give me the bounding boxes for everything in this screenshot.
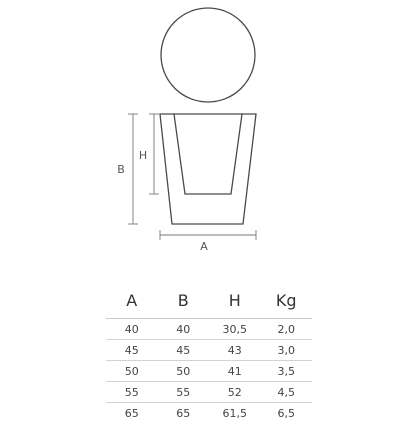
specification-table [106, 288, 312, 423]
top-view-circle [161, 8, 255, 102]
table-row [106, 340, 312, 361]
table-header-row [106, 288, 312, 319]
header-kg: Kg [261, 288, 313, 319]
planter-outer-outline [160, 114, 256, 224]
cell-kg: 2,0 [261, 319, 313, 340]
cell-a: 40 [106, 319, 158, 340]
cell-kg: 6,5 [261, 403, 313, 423]
cell-a: 45 [106, 340, 158, 361]
header-h: H [209, 288, 261, 319]
cell-a: 50 [106, 361, 158, 382]
cell-kg: 3,5 [261, 361, 313, 382]
cell-b: 40 [158, 319, 210, 340]
cell-h: 61,5 [209, 403, 261, 423]
cell-h: 43 [209, 340, 261, 361]
cell-b: 45 [158, 340, 210, 361]
dimension-a-label: A [200, 240, 208, 253]
header-a: A [106, 288, 158, 319]
cell-b: 65 [158, 403, 210, 423]
header-b: B [158, 288, 210, 319]
cell-kg: 3,0 [261, 340, 313, 361]
dimension-b-label: B [117, 163, 125, 176]
cell-a: 65 [106, 403, 158, 423]
cell-h: 52 [209, 382, 261, 403]
cell-h: 41 [209, 361, 261, 382]
cell-kg: 4,5 [261, 382, 313, 403]
table-row [106, 382, 312, 403]
table-row [106, 403, 312, 423]
cell-b: 50 [158, 361, 210, 382]
planter-inner-outline [174, 114, 242, 194]
table-row [106, 319, 312, 340]
dimension-h-label: H [139, 149, 147, 162]
table-row [106, 361, 312, 382]
cell-b: 55 [158, 382, 210, 403]
cell-h: 30,5 [209, 319, 261, 340]
cell-a: 55 [106, 382, 158, 403]
